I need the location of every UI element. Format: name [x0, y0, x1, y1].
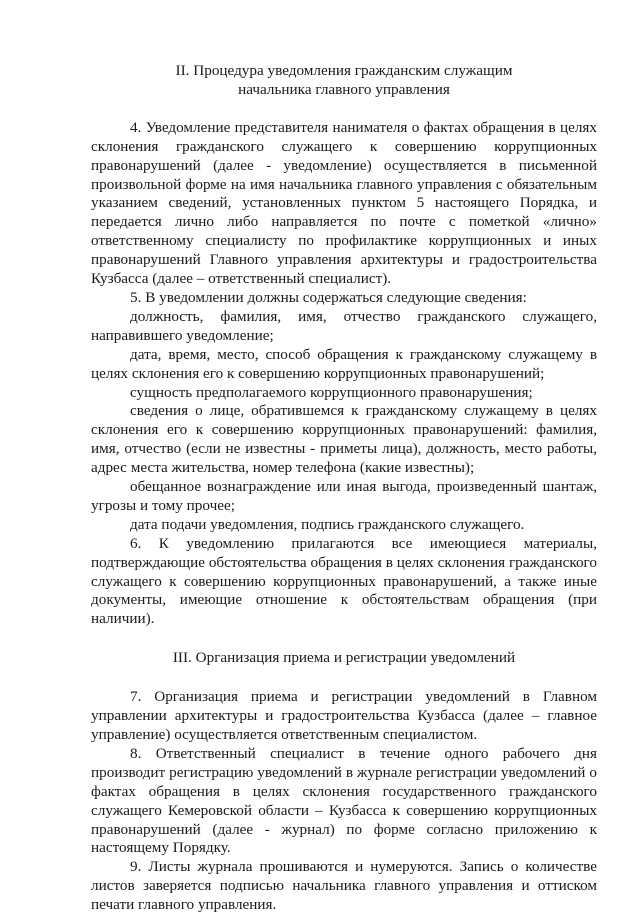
paragraph-4: 4. Уведомление представителя нанимателя о фактах обращения в целях склонения гражданского служащего к совершению коррупционных правонарушений (далее - уведомление) осуществляется в письменной произвольной форме на имя начальника главного управления с обязательным указанием сведений, установленных пунктом 5 настоящего Порядка, и передается лично либо направляется по почте с пометкой «лично» ответственному специалисту по профилактике коррупционных и иных правонарушений Главного управления архитектуры и градостроительства Кузбасса (далее – ответственный специалист). — [91, 118, 597, 288]
paragraph-6: 6. К уведомлению прилагаются все имеющиеся материалы, подтверждающие обстоятельства обращения в целях склонения гражданского служащего к совершению коррупционных правонарушений, а также иные документы, имеющие отношение к обстоятельствам обращения (при наличии). — [91, 534, 597, 628]
document-body — [91, 62, 597, 915]
section-2-heading — [91, 62, 597, 100]
paragraph-5-item-date: дата, время, место, способ обращения к гражданскому служащему в целях склонения его к совершению коррупционных правонарушений; — [91, 345, 597, 382]
section-2-heading-line-1: II. Процедура уведомления гражданским служащим — [175, 62, 513, 79]
paragraph-5-item-position: должность, фамилия, имя, отчество гражданского служащего, направившего уведомление; — [91, 307, 597, 344]
paragraph-5-item-reward: обещанное вознаграждение или иная выгода, произведенный шантаж, угрозы и тому прочее; — [91, 478, 597, 514]
paragraph-5-item-submission: дата подачи уведомления, подпись гражданского служащего. — [130, 515, 525, 533]
paragraph-8: 8. Ответственный специалист в течение одного рабочего дня производит регистрацию уведомлений в журнале регистрации уведомлений о фактах обращения в целях склонения государственного гражданского служащего Кемеровской области – Кузбасса к совершению коррупционных правонарушений (далее - журнал) по форме согласно приложению к настоящему Порядку. — [91, 744, 597, 857]
paragraph-5: 5. В уведомлении должны содержаться следующие сведения: — [130, 288, 527, 306]
paragraph-5-item-essence: сущность предполагаемого коррупционного правонарушения; — [130, 383, 533, 401]
section-2-heading-line-2: начальника главного управления — [238, 80, 450, 98]
section-3-heading: III. Организация приема и регистрации уведомлений — [172, 649, 516, 667]
paragraph-5-item-person: сведения о лице, обратившемся к гражданскому служащему в целях склонения его к совершению коррупционных правонарушений: фамилия, имя, отчество (если не известны - приметы лица), должность, место работы, адрес места жительства, номер телефона (какие известны); — [91, 402, 597, 477]
paragraph-7: 7. Организация приема и регистрации уведомлений в Главном управлении архитектуры и градостроительства Кузбасса (далее – главное управление) осуществляется ответственным специалистом. — [91, 688, 597, 743]
paragraph-9: 9. Листы журнала прошиваются и нумеруются. Запись о количестве листов заверяется подписью начальника главного управления и оттиском печати главного управления. — [91, 858, 597, 914]
